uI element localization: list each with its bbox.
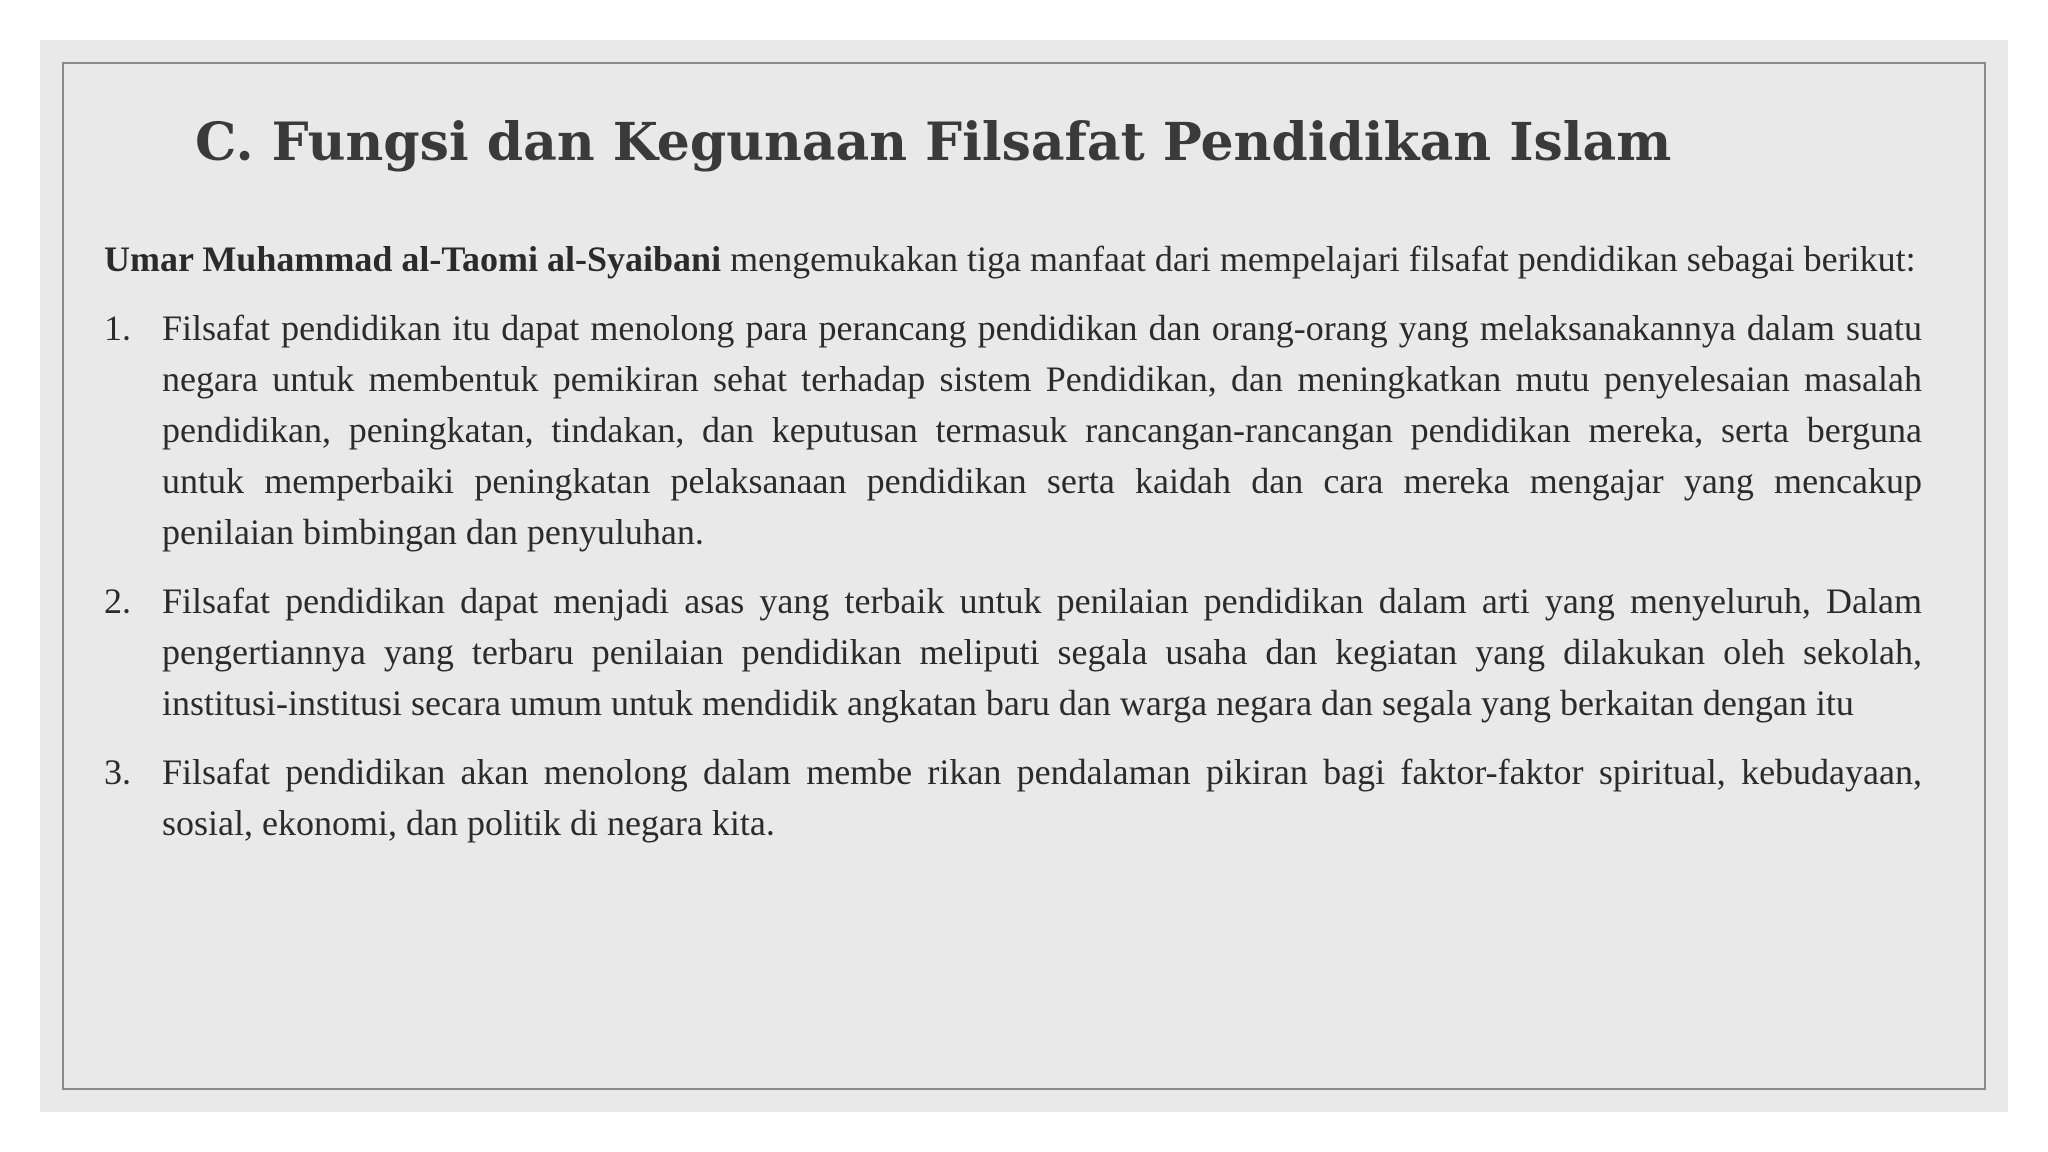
list-number: 3. — [104, 752, 131, 792]
list-item-text: Filsafat pendidikan akan menolong dalam membe rikan pendalaman pikiran bagi faktor-faktor spiritual, kebudayaan, sosial, ekonomi, dan politik di negara kita. — [162, 752, 1922, 843]
author-name: Umar Muhammad al-Taomi al-Syaibani — [104, 239, 722, 279]
list-item — [104, 303, 1922, 558]
list-item — [104, 747, 1922, 849]
list-item-text: Filsafat pendidikan dapat menjadi asas yang terbaik untuk penilaian pendidikan dalam arti yang menyeluruh, Dalam pengertiannya yang terbaru penilaian pendidikan meliputi segala usaha dan kegiatan yang dilakukan oleh sekolah, institusi-institusi secara umum untuk mendidik angkatan baru dan warga negara dan segala yang berkaitan dengan itu — [162, 581, 1922, 723]
slide — [40, 40, 2008, 1112]
slide-title: C. Fungsi dan Kegunaan Filsafat Pendidikan Islam — [195, 112, 1672, 173]
list-number: 1. — [104, 308, 131, 348]
slide-content — [104, 234, 1922, 867]
intro-paragraph — [104, 234, 1922, 285]
list-item — [104, 576, 1922, 729]
list-item-text: Filsafat pendidikan itu dapat menolong para perancang pendidikan dan orang-orang yang melaksanakannya dalam suatu negara untuk membentuk pemikiran sehat terhadap sistem Pendidikan, dan meningkatkan mutu penyelesaian masalah pendidikan, peningkatan, tindakan, dan keputusan termasuk rancangan-rancangan pendidikan mereka, serta berguna untuk memperbaiki peningkatan pelaksanaan pendidikan serta kaidah dan cara mereka mengajar yang mencakup penilaian bimbingan dan penyuluhan. — [162, 308, 1922, 552]
benefit-list — [104, 303, 1922, 849]
intro-text: mengemukakan tiga manfaat dari mempelajari filsafat pendidikan sebagai berikut: — [721, 239, 1916, 279]
list-number: 2. — [104, 581, 131, 621]
